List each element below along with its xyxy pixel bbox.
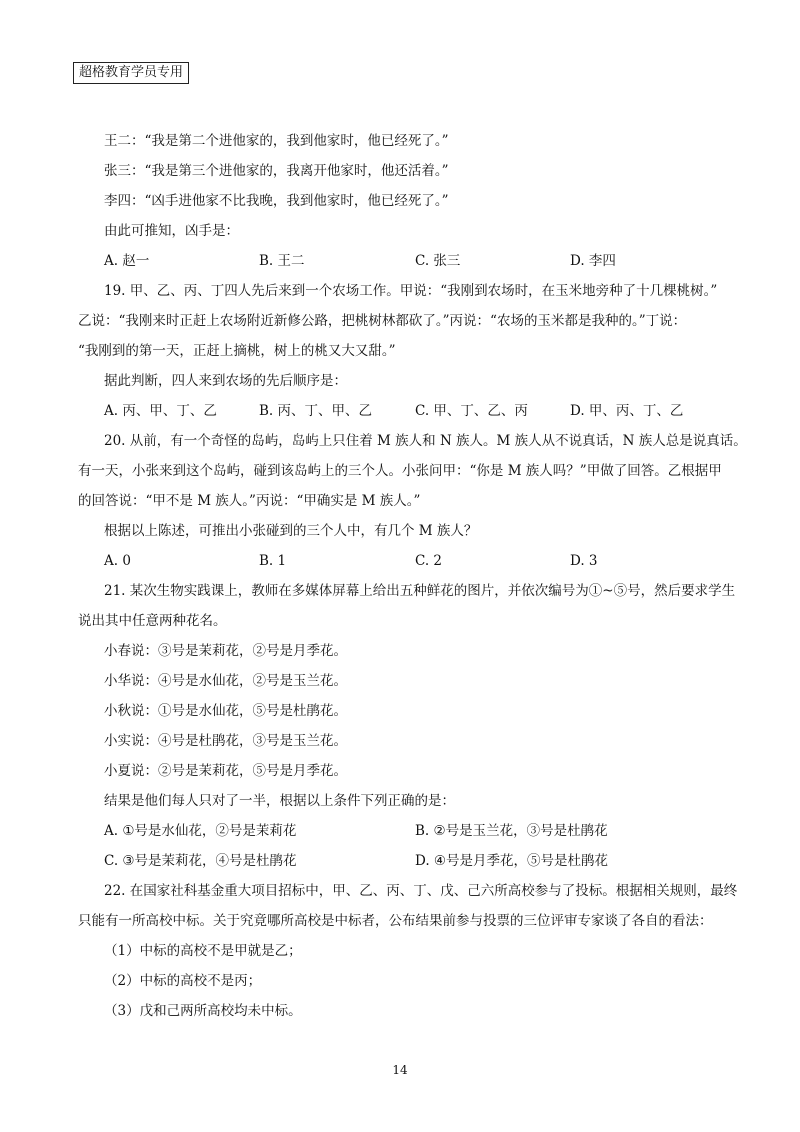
q21-prompt: 结果是他们每人只对了一半，根据以上条件下列正确的是：: [104, 793, 455, 809]
q21-option-d: D. ④号是月季花，⑤号是杜鹃花: [415, 853, 609, 869]
q18-option-a: A. 赵一: [104, 253, 150, 269]
q22-view-3: （3）戊和己两所高校均未中标。: [104, 1003, 302, 1019]
q18-option-c: C. 张三: [415, 253, 461, 269]
q19-option-a: A. 丙、甲、丁、乙: [104, 403, 217, 419]
q18-statement-li: 李四：“凶手进他家不比我晚，我到他家时，他已经死了。”: [104, 193, 449, 209]
q20-prompt: 根据以上陈述，可推出小张碰到的三个人中，有几个 M 族人？: [104, 523, 478, 539]
q18-prompt: 由此可推知，凶手是：: [104, 223, 239, 239]
q22-line-1: 22. 在国家社科基金重大项目招标中，甲、乙、丙、丁、戊、己六所高校参与了投标。根据相关规则，最终: [104, 883, 738, 899]
q19-option-d: D. 甲、丙、丁、乙: [570, 403, 684, 419]
q18-option-b: B. 王二: [259, 253, 305, 269]
q20-line-3: 的回答说：“甲不是 M 族人。”丙说：“甲确实是 M 族人。”: [78, 493, 421, 509]
q20-line-1: 20. 从前，有一个奇怪的岛屿，岛屿上只住着 M 族人和 N 族人。M 族人从不说真话，N 族人总是说真话。: [104, 433, 747, 449]
q19-option-b: B. 丙、丁、甲、乙: [259, 403, 373, 419]
header-label: 超格教育学员专用: [73, 62, 189, 84]
q18-option-d: D. 李四: [570, 253, 616, 269]
q19-line-2: 乙说：“我刚来时正赶上农场附近新修公路，把桃树林都砍了。”丙说：“农场的玉米都是我种的。”丁说：: [78, 313, 687, 329]
q18-statement-wang: 王二：“我是第二个进他家的，我到他家时，他已经死了。”: [104, 133, 449, 149]
q20-option-d: D. 3: [570, 553, 598, 569]
q20-line-2: 有一天，小张来到这个岛屿，碰到该岛屿上的三个人。小张问甲：“你是 M 族人吗？”甲做了回答。乙根据甲: [78, 463, 722, 479]
q21-statement-hua: 小华说：④号是水仙花，②号是玉兰花。: [104, 673, 347, 689]
q19-line-3: “我刚到的第一天，正赶上摘桃，树上的桃又大又甜。”: [78, 343, 396, 359]
q19-option-c: C. 甲、丁、乙、丙: [415, 403, 528, 419]
q20-option-b: B. 1: [259, 553, 287, 569]
q21-statement-shi: 小实说：④号是杜鹃花，③号是玉兰花。: [104, 733, 347, 749]
q22-view-1: （1）中标的高校不是甲就是乙；: [104, 943, 302, 959]
q22-line-2: 只能有一所高校中标。关于究竟哪所高校是中标者，公布结果前参与投票的三位评审专家谈了各自的看法：: [78, 913, 713, 929]
q21-option-a: A. ①号是水仙花，②号是茉莉花: [104, 823, 297, 839]
q19-line-1: 19. 甲、乙、丙、丁四人先后来到一个农场工作。甲说：“我刚到农场时，在玉米地旁种了十几棵桃树。”: [104, 283, 718, 299]
q20-option-c: C. 2: [415, 553, 443, 569]
q19-prompt: 据此判断，四人来到农场的先后顺序是：: [104, 373, 347, 389]
q18-statement-zhang: 张三：“我是第三个进他家的，我离开他家时，他还活着。”: [104, 163, 449, 179]
q21-statement-qiu: 小秋说：①号是水仙花，⑤号是杜鹃花。: [104, 703, 347, 719]
q21-option-c: C. ③号是茉莉花，④号是杜鹃花: [104, 853, 297, 869]
q21-line-2: 说出其中任意两种花名。: [78, 613, 227, 629]
q21-line-1: 21. 某次生物实践课上，教师在多媒体屏幕上给出五种鲜花的图片，并依次编号为①~⑤号，然后要求学生: [104, 583, 736, 599]
page-number: 14: [392, 1063, 408, 1077]
q20-option-a: A. 0: [104, 553, 131, 569]
q21-statement-chun: 小春说：③号是茉莉花，②号是月季花。: [104, 643, 347, 659]
q21-statement-xia: 小夏说：②号是茉莉花，⑤号是月季花。: [104, 763, 347, 779]
q22-view-2: （2）中标的高校不是丙；: [104, 973, 262, 989]
q21-option-b: B. ②号是玉兰花，③号是杜鹃花: [415, 823, 608, 839]
